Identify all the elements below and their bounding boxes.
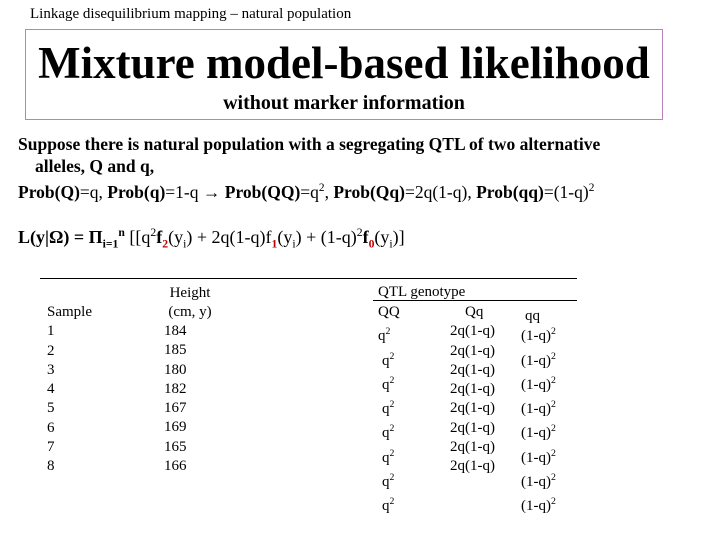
qq-header: QQ [378,304,400,320]
table-top-rule [40,278,577,279]
intro-line-1: Suppose there is natural population with a segregating QTL of two alternative [18,134,601,154]
genotype-cell: $(1-q)^2$ [521,374,556,393]
qtl-genotype-header: QTL genotype [378,284,466,300]
probability-line: Prob(Q)=q, Prob(q)=1-q → $Prob(QQ)=q^2$, Prob(Qq)=2q(1-q), $Prob(qq)=(1-q)^2$ [18,181,595,202]
height-header: Height (cm, y) [168,285,212,321]
genotype-cell: $(1-q)^2$ [521,447,556,466]
height-cell: 169 [164,419,187,436]
genotype-cell: $q^2$ [382,472,395,491]
height-column [164,322,187,476]
genotype-cell: $(1-q)^2$ [521,326,556,345]
qq-homozygote-column [378,303,400,517]
heterozygote-header: Qq [465,304,484,320]
genotype-cell: 2q(1-q) [450,323,495,340]
genotype-cell: $q^2$ [382,496,395,515]
height-cell: 185 [164,342,187,359]
genotype-cell: $(1-q)^2$ [521,423,556,442]
genotype-cell: 2q(1-q) [450,458,495,475]
slide-subtitle: without marker information [223,92,465,114]
genotype-cell: $q^2$ [382,350,395,369]
genotype-cell: $q^2$ [382,423,395,442]
recessive-header: qq [525,308,540,324]
sample-column [47,303,92,477]
intro-text [18,133,708,203]
genotype-cell: $(1-q)^2$ [521,399,556,418]
table-row: 4 [47,381,55,398]
height-cell: 166 [164,458,187,475]
intro-line-2: alleles, Q and q, [35,156,155,176]
genotype-cell: $(1-q)^2$ [521,496,556,515]
table-row: 2 [47,342,55,359]
table-row: 6 [47,419,55,436]
genotype-cell: $q^2$ [382,374,395,393]
height-cell: 167 [164,400,187,417]
genotype-cell: $(1-q)^2$ [521,350,556,369]
table-row: 7 [47,439,55,456]
genotype-cell: 2q(1-q) [450,342,495,359]
genotype-cell: $q^2$ [382,399,395,418]
likelihood-equation: $L(y|\Omega) = \Pi_{i=1}^n$ [$[q^2f_2(y_i) + 2q(1-q)f_1(y_i) + (1-q)^2f_0(y_i)]$ [18,226,405,251]
slide-header: Linkage disequilibrium mapping – natural population [30,6,352,22]
heterozygote-column [450,303,495,477]
genotype-cell: 2q(1-q) [450,381,495,398]
genotype-cell: 2q(1-q) [450,361,495,378]
title-box [25,29,663,120]
sample-header: Sample [47,304,92,320]
genotype-cell: 2q(1-q) [450,419,495,436]
recessive-homozygote-column [521,303,556,517]
table-row: 3 [47,361,55,378]
table-row: 5 [47,400,55,417]
height-cell: 180 [164,361,187,378]
height-cell: 182 [164,380,187,397]
slide-title: Mixture model-based likelihood [38,38,650,88]
height-cell: 165 [164,438,187,455]
table-row: 8 [47,458,55,475]
genotype-cell: $q^2$ [378,326,391,345]
genotype-cell: $(1-q)^2$ [521,472,556,491]
genotype-cell: 2q(1-q) [450,439,495,456]
table-row: 1 [47,323,55,340]
genotype-cell: 2q(1-q) [450,400,495,417]
genotype-cell: $q^2$ [382,447,395,466]
height-cell: 184 [164,323,187,339]
